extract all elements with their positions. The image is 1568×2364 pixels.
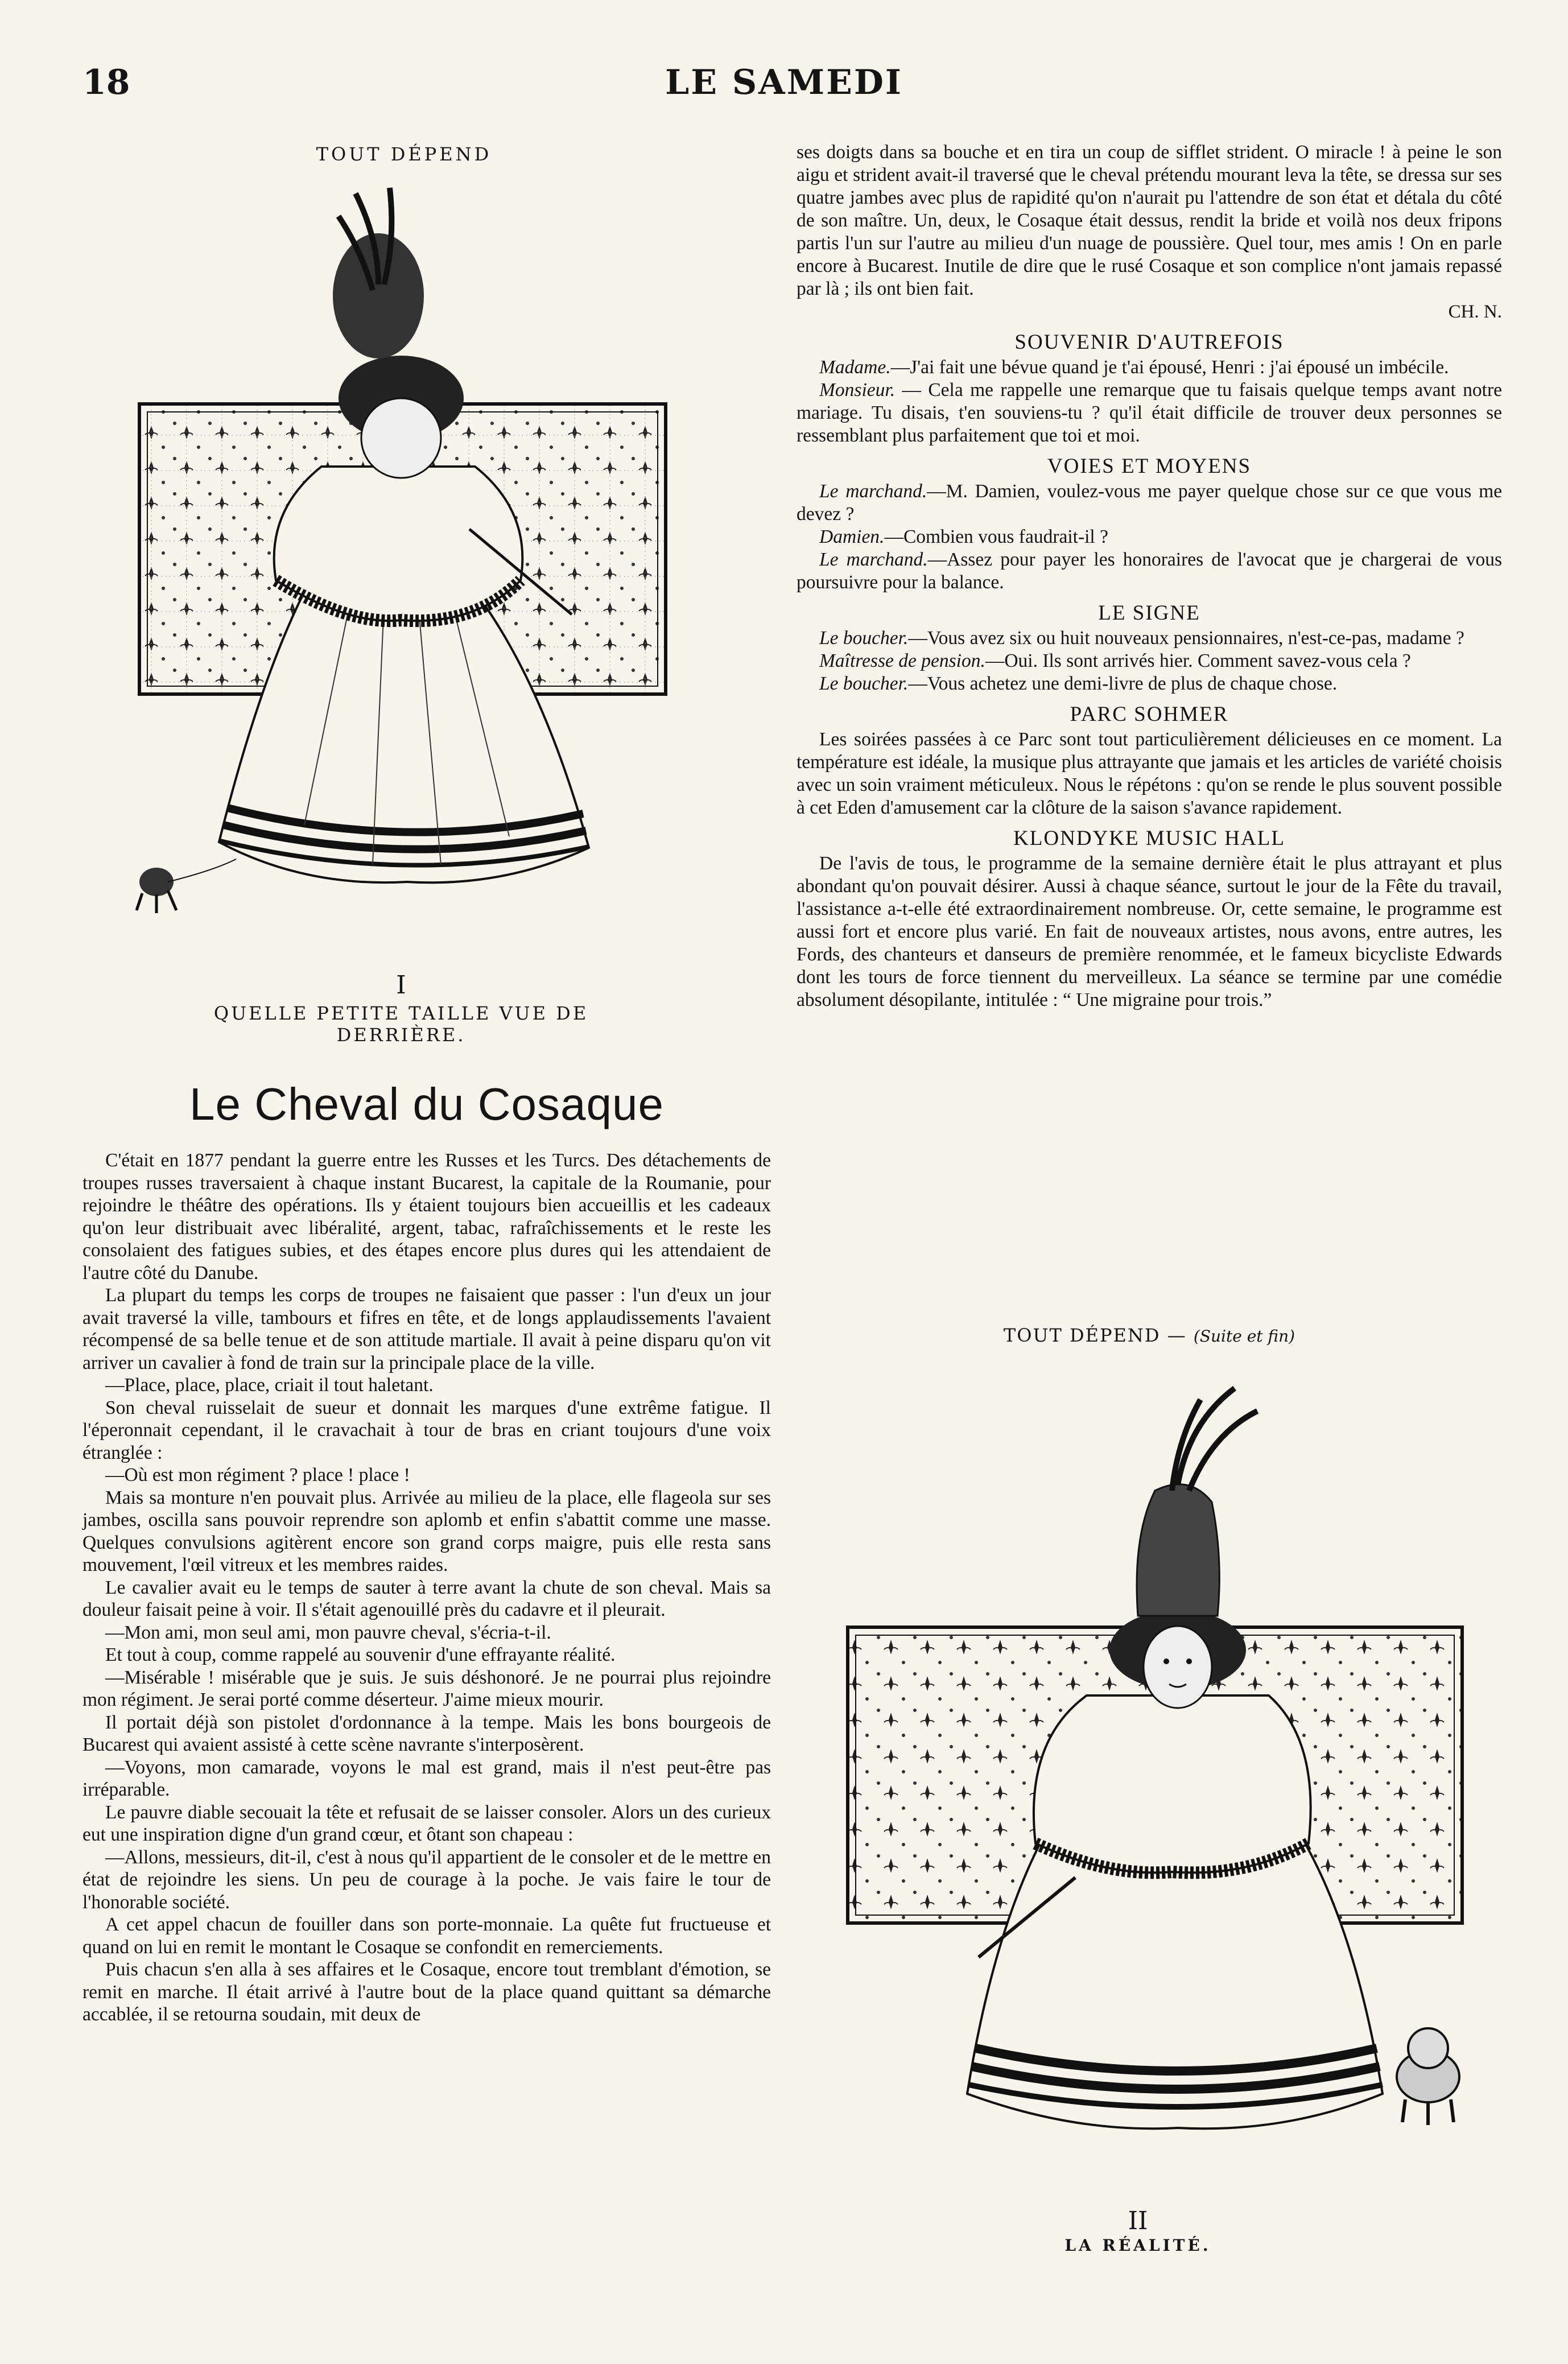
figure1-caption: QUELLE PETITE TAILLE VUE DE DERRIÈRE.	[213, 1002, 589, 1046]
dialogue-line: Madame.—J'ai fait une bévue quand je t'ai épousé, Henri : j'ai épousé un imbécile.	[819, 357, 1449, 378]
article-paragraph: Il portait déjà son pistolet d'ordonnance à la tempe. Mais les bons bourgeois de Bucarest qui avaient assisté à cette scène navrante s'interposèrent.	[82, 1711, 771, 1755]
article-paragraph: —Voyons, mon camarade, voyons le mal est grand, mais il n'est peut-être pas irréparable.	[82, 1756, 771, 1800]
article-paragraph: —Mon ami, mon seul ami, mon pauvre cheval, s'écria-t-il.	[105, 1622, 551, 1643]
article-paragraph: Et tout à coup, comme rappelé au souvenir d'une effrayante réalité.	[105, 1644, 616, 1665]
article-paragraph: —Misérable ! misérable que je suis. Je suis déshonoré. Je ne pourrai plus rejoindre mon régiment. Je serai porté comme déserteur. J'aime mieux mourir.	[82, 1666, 771, 1710]
figure2-caption: LA RÉALITÉ.	[1064, 2236, 1211, 2255]
small-dog-figure	[137, 868, 176, 913]
dialogue-line: Le marchand.—Assez pour payer les honoraires de l'avocat que je chargerai de vous poursuivre pour la balance.	[797, 549, 1502, 593]
speaker: Monsieur.	[819, 379, 896, 401]
figure2-title-suffix: (Suite et fin)	[1193, 1327, 1295, 1346]
speaker: Maîtresse de pension.	[819, 650, 985, 671]
article-body	[82, 1149, 771, 2026]
article-continuation: ses doigts dans sa bouche et en tira un coup de sifflet strident. O miracle ! à peine le son aigu et strident avait-il traversé que le cheval prétendu mourant leva la tête, se dressa sur ses quatre jambes avec plus de rapidité qu'on n'aurait pu l'attendre de son état et détala du côté de son maître. Un, deux, le Cosaque était dessus, rendit la bride et voilà nos deux fripons partis l'un sur l'autre au milieu d'un nuage de poussière. Quel tour, mes amis ! On en parle encore à Bucarest. Inutile de dire que le rusé Cosaque et son complice n'ont jamais repassé par là ; ils ont bien fait.	[797, 142, 1502, 299]
section-text-klondyke: De l'avis de tous, le programme de la semaine dernière était le plus attrayant et plus abondant qu'on pouvait désirer. Aussi à chaque séance, surtout le jour de la Fête du travail, l'assistance a-t-elle été extraordinairement nombreuse. Or, cette semaine, le programme est aussi fort et encore plus varié. En fait de nouveaux artistes, nous avons, entre autres, les Fords, des chanteurs et danseurs de première renommée, et le fameux bicycliste Edwards dont les tours de force tiennent du merveilleux. La séance se termine par une comédie absolument désopilante, intitulée : “ Une migraine pour trois.”	[797, 853, 1502, 1010]
section-text-parc: Les soirées passées à ce Parc sont tout particulièrement délicieuses en ce moment. La température est idéale, la musique plus attrayante que jamais et les articles de variété choisis avec un soin vraiment méticuleux. Nous le répétons : qu'on se rende le plus souvent possible à cet Eden d'amusement car la clôture de la saison s'avance rapidement.	[797, 729, 1502, 818]
article-paragraph: —Place, place, place, criait il tout haletant.	[105, 1375, 434, 1396]
dialogue-line: Le marchand.—M. Damien, voulez-vous me payer quelque chose sur ce que vous me devez ?	[797, 481, 1502, 525]
page-number: 18	[82, 63, 130, 102]
dialogue-line: Monsieur. — Cela me rappelle une remarque que tu faisais quelque temps avant notre mariage. Tu disais, t'en souviens-tu ? qu'il était difficile de trouver deux personnes se ressemblant plus parfaitement que toi et moi.	[797, 379, 1502, 446]
dialogue-line: Damien.—Combien vous faudrait-il ?	[819, 526, 1108, 547]
speaker: Madame.	[819, 357, 891, 378]
figure2-title	[888, 1325, 1411, 1346]
article-paragraph: Puis chacun s'en alla à ses affaires et le Cosaque, encore tout tremblant d'émotion, se remit en marche. Il était arrivé à l'autre bout de la place quand quittant sa démarche accablée, il se retourna soudain, mit deux de	[82, 1959, 771, 2025]
figure1-numeral: I	[396, 971, 406, 1000]
woman-front-view-illustration	[836, 1377, 1474, 2196]
figure1-illustration	[134, 171, 680, 962]
speaker: Le boucher.	[819, 673, 909, 694]
masthead: LE SAMEDI	[665, 63, 903, 102]
woman-back-view-illustration	[134, 171, 680, 962]
figure2-numeral: II	[1128, 2206, 1148, 2235]
article-paragraph: Son cheval ruisselait de sueur et donnait les marques d'une extrême fatigue. Il l'éperonnait cependant, il le cravachait à tour de bras en criant toujours d'une voix étranglée :	[82, 1397, 771, 1463]
section-title-voies: VOIES ET MOYENS	[1047, 455, 1252, 478]
dialogue-line: Maîtresse de pension.—Oui. Ils sont arrivés hier. Comment savez-vous cela ?	[819, 650, 1411, 671]
right-column-text	[797, 141, 1502, 1012]
article-paragraph: Le cavalier avait eu le temps de sauter à terre avant la chute de son cheval. Mais sa douleur faisait peine à voir. Il s'était agenouillé près du cadavre et il pleurait.	[82, 1577, 771, 1620]
figure2-illustration	[836, 1377, 1474, 2196]
section-title-klondyke: KLONDYKE MUSIC HALL	[1013, 827, 1285, 850]
speaker: Le boucher.	[819, 628, 909, 649]
article-paragraph: A cet appel chacun de fouiller dans son porte-monnaie. La quête fut fructueuse et quand on lui en remit le montant le Cosaque se confondit en remerciements.	[82, 1914, 771, 1958]
article-title: Le Cheval du Cosaque	[189, 1079, 664, 1129]
bulldog-figure	[1397, 2028, 1459, 2125]
speaker: Le marchand.	[819, 481, 927, 502]
article-paragraph: Le pauvre diable secouait la tête et refusait de se laisser consoler. Alors un des curieux eut une inspiration digne d'un grand cœur, et ôtant son chapeau :	[82, 1801, 771, 1845]
article-paragraph: —Allons, messieurs, dit-il, c'est à nous qu'il appartient de le consoler et de le mettre en état de rejoindre les siens. Un peu de courage à la poche. Je vais faire le tour de l'honorable société.	[82, 1846, 771, 1913]
section-title-souvenir: SOUVENIR D'AUTREFOIS	[1014, 331, 1284, 354]
section-title-signe: LE SIGNE	[1098, 601, 1200, 625]
article-signature: CH. N.	[1448, 302, 1502, 322]
article-paragraph: La plupart du temps les corps de troupes ne faisaient que passer : l'un d'eux un jour avait traversé la ville, tambours et fifres en tête, et de longs applaudissements l'avaient récompensé de sa belle tenue et de son attitude martiale. Il avait à peine disparu qu'on vit arriver un cavalier à fond de train sur la principale place de la ville.	[82, 1285, 771, 1373]
dialogue-line: Le boucher.—Vous avez six ou huit nouveaux pensionnaires, n'est-ce-pas, madame ?	[819, 628, 1464, 649]
speaker: Damien.	[819, 526, 885, 547]
section-title-parc: PARC SOHMER	[1070, 703, 1229, 726]
figure2-title-main: TOUT DÉPEND —	[1003, 1325, 1187, 1346]
article-paragraph: —Où est mon régiment ? place ! place !	[105, 1464, 410, 1486]
article-paragraph: Mais sa monture n'en pouvait plus. Arrivée au milieu de la place, elle flageola sur ses jambes, oscilla sans pouvoir reprendre son aplomb et enfin s'abattit comme une masse. Quelques convulsions agitèrent encore son grand corps maigre, puis elle resta sans mouvement, l'œil vitreux et les membres raides.	[82, 1487, 771, 1575]
dialogue-line: Le boucher.—Vous achetez une demi-livre de plus de chaque chose.	[819, 673, 1338, 694]
figure1-title: TOUT DÉPEND	[316, 143, 492, 165]
article-paragraph: C'était en 1877 pendant la guerre entre les Russes et les Turcs. Des détachements de troupes russes traversaient à chaque instant Bucarest, la capitale de la Roumanie, pour rejoindre le théâtre des opérations. Ils y étaient toujours bien accueillis et les cadeaux qu'on leur distribuait avec libéralité, argent, tabac, rafraîchissements et le reste les consolaient des fatigues subies, et des étapes encore plus dures qui les attendaient de l'autre côté du Danube.	[82, 1150, 771, 1284]
speaker: Le marchand.	[819, 549, 928, 570]
